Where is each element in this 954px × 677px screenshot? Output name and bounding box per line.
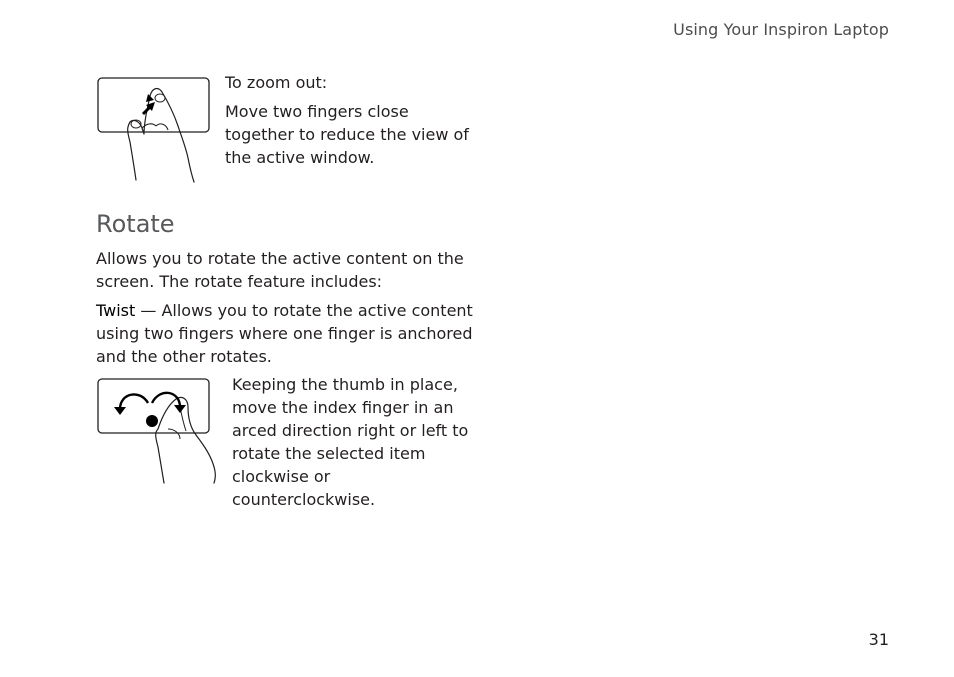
- rotate-intro: Allows you to rotate the active content on the screen. The rotate feature includes:: [96, 249, 464, 291]
- twist-term: Twist: [96, 301, 136, 320]
- page-number: 31: [868, 630, 889, 649]
- section-heading-rotate: Rotate: [96, 210, 175, 238]
- zoom-out-text: [225, 71, 475, 169]
- pinch-hand-icon: [96, 76, 214, 184]
- twist-instruction: Keeping the thumb in place, move the index finger in an arced direction right or left to rotate the selected item clockwise or counterclockwise.: [232, 375, 469, 509]
- rotate-body: [96, 247, 486, 368]
- twist-paragraph: [96, 299, 486, 368]
- running-header: Using Your Inspiron Laptop: [673, 20, 889, 39]
- twist-hand-icon: [96, 377, 220, 485]
- zoom-out-title: To zoom out:: [225, 73, 328, 92]
- twist-definition: — Allows you to rotate the active content using two fingers where one finger is anchored and the other rotates.: [96, 301, 473, 366]
- zoom-out-gesture-illustration: [96, 76, 214, 184]
- twist-gesture-illustration: [96, 377, 220, 485]
- zoom-out-description: Move two fingers close together to reduce the view of the active window.: [225, 102, 469, 167]
